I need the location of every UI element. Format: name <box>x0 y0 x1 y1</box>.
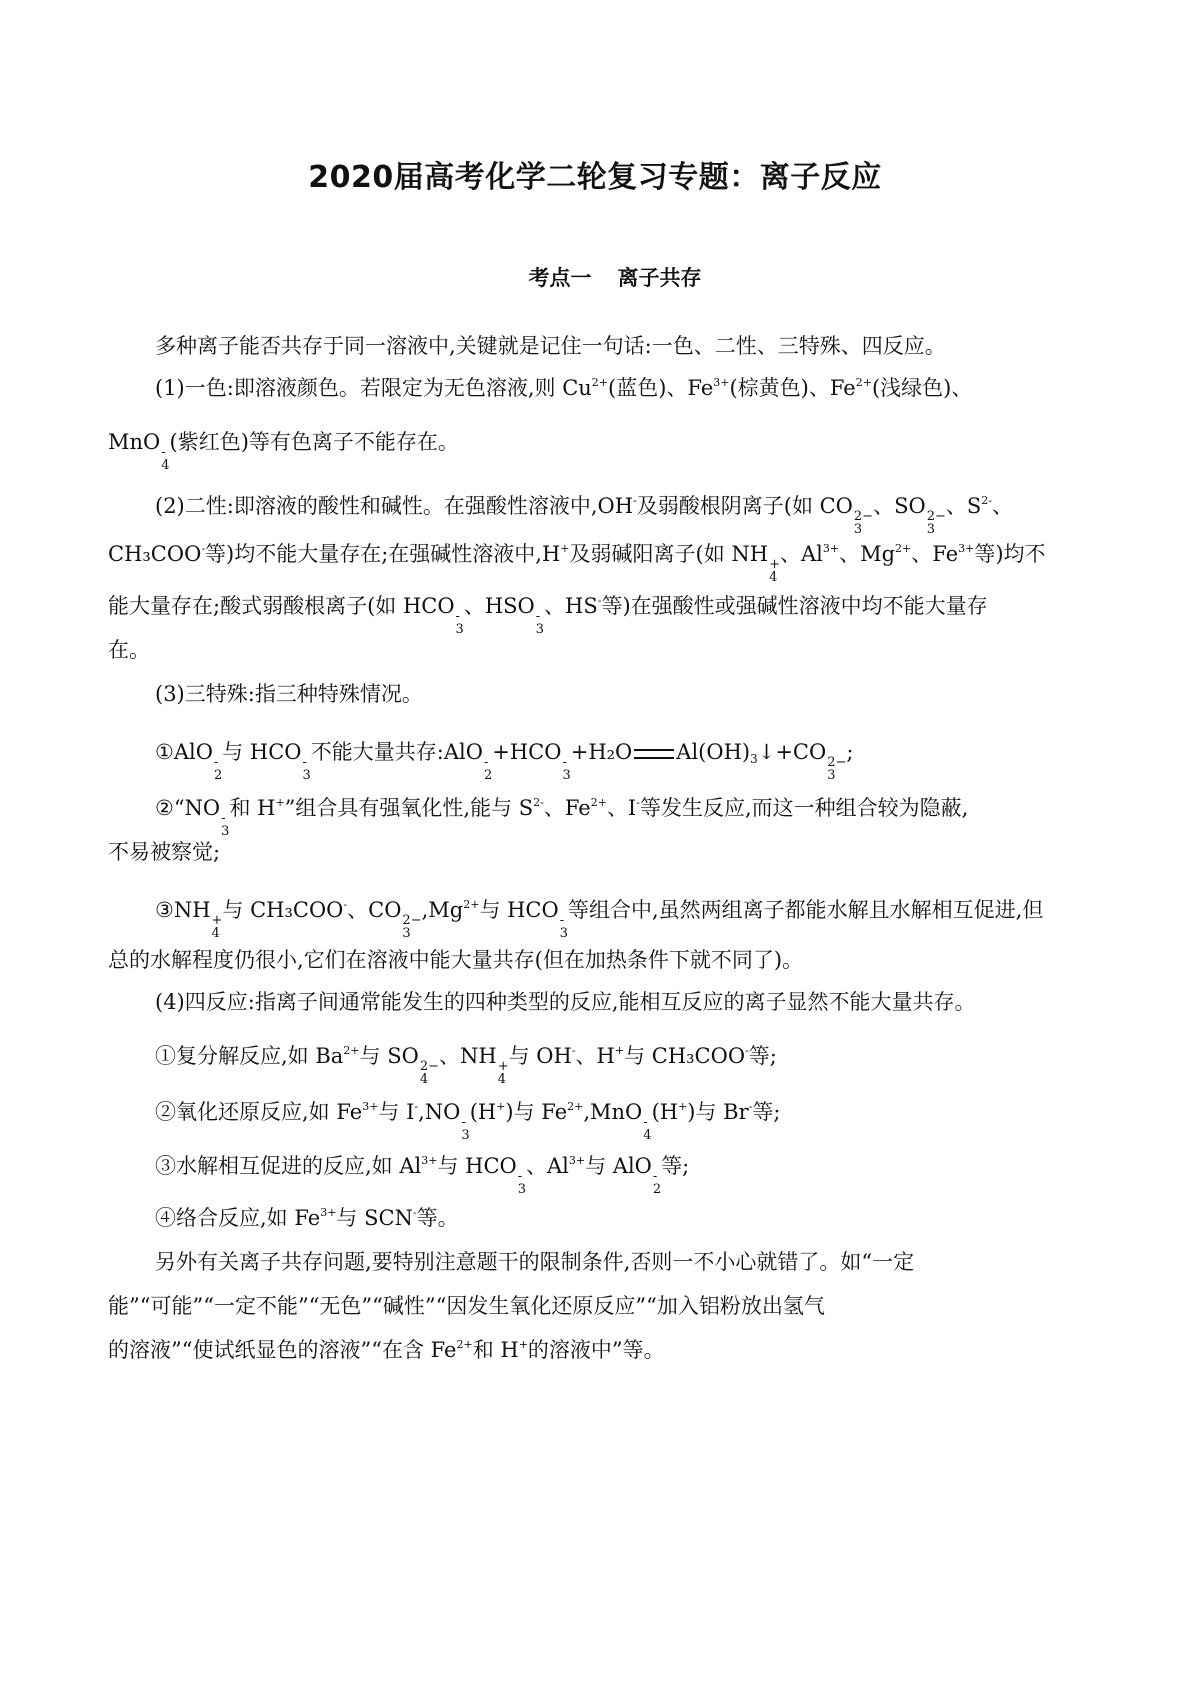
s-ion-charge: 2- <box>533 796 544 809</box>
so4-charge: 2− <box>419 1059 439 1074</box>
closing-paragraph-line-1: 另外有关离子共存问题,要特别注意题干的限制条件,否则一不小心就错了。如“一定 <box>155 1250 915 1274</box>
no3-charge-b: - <box>461 1115 466 1130</box>
paragraph-2-line-4: 在。 <box>108 638 150 662</box>
hso3-subscript: 3 <box>535 622 545 637</box>
p2-text-c: 、SO <box>873 494 926 518</box>
mno4-formula: MnO <box>108 430 161 454</box>
p2-text-m: 等)均不 <box>974 542 1046 566</box>
alo2-ion-c: 与 AlO <box>585 1154 652 1178</box>
closing-paragraph-line-2: 能”“可能”“一定不能”“无色”“碱性”“因发生氧化还原反应”“加入铝粉放出氢气 <box>108 1294 825 1318</box>
hco3-subscript-b: 3 <box>562 768 571 783</box>
hco3-ion-c: 与 HCO <box>479 898 559 922</box>
hco3-charge: - <box>455 609 460 624</box>
alo2-subscript-c: 2 <box>652 1182 662 1197</box>
oh-charge: - <box>633 494 637 507</box>
special-case-3-line-2: 总的水解程度仍很小,它们在溶液中能大量共存(但在加热条件下就不同了)。 <box>108 948 804 972</box>
i-ion-b: 与 I <box>378 1100 415 1124</box>
alo2-charge-a: - <box>213 755 219 770</box>
paragraph-2-line-2 <box>108 540 1046 584</box>
fe2-color: (浅绿色)、 <box>871 376 973 400</box>
br-ion-charge: - <box>748 1100 753 1113</box>
h-ion: 和 H <box>229 796 276 820</box>
so4-subscript: 4 <box>419 1072 429 1087</box>
special-case-2-tail: 等发生反应,而这一种组合较为隐蔽, <box>639 796 969 820</box>
fe-ion: 、Fe <box>543 796 591 820</box>
no3-ion: ②“NO <box>155 796 221 820</box>
fe2-ion-c-charge: 2+ <box>456 1338 473 1351</box>
h-ion-d: (H <box>651 1100 679 1124</box>
p2-text-j: 、Al <box>779 542 823 566</box>
no3-charge: - <box>221 811 226 826</box>
p2-text-o: 、HSO <box>463 594 535 618</box>
intro-paragraph: 多种离子能否共存于同一溶液中,关键就是记住一句话:一色、二性、三特殊、四反应。 <box>155 334 946 358</box>
p2-text-f: CH₃COO <box>108 542 202 566</box>
co3-charge-b: 2− <box>402 913 422 928</box>
mg-ion-charge: 2+ <box>463 898 480 911</box>
no3-ion-b-stack <box>460 1098 469 1142</box>
hco3-ion-d-stack <box>517 1152 526 1196</box>
hco3-subscript-d: 3 <box>517 1182 527 1197</box>
p1-text: (1)一色:即溶液颜色。若限定为无色溶液,则 <box>155 376 556 400</box>
paragraph-3-heading: (3)三特殊:指三种特殊情况。 <box>155 682 423 706</box>
paragraph-2-line-1 <box>155 492 1013 536</box>
fe3-ion: Fe <box>687 376 714 400</box>
mno4-ion-b: ,MnO <box>583 1100 643 1124</box>
mg-ion: ,Mg <box>421 898 464 922</box>
so3-ion <box>926 492 946 536</box>
fe3-color: (棕黄色)、 <box>729 376 830 400</box>
alo2-ion-a: ①AlO <box>155 740 213 764</box>
p1-tail: (紫红色)等有色离子不能存在。 <box>169 430 459 454</box>
fe3-ion-c-charge: 3+ <box>320 1206 337 1219</box>
nh4-subscript-b: 4 <box>211 926 220 941</box>
hco3-ion-d: 与 HCO <box>437 1154 517 1178</box>
h-ion-b-charge: + <box>614 1044 625 1057</box>
no3-ion-stack <box>220 794 229 838</box>
ch3coo-charge: - <box>201 542 206 555</box>
p2-text-e: 、 <box>991 494 1013 518</box>
co3-ion-b-stack <box>401 896 421 940</box>
reaction-4 <box>155 1204 459 1232</box>
water: +H₂O <box>570 740 633 764</box>
s-charge: 2- <box>981 494 992 507</box>
i-ion-b-charge: - <box>414 1100 419 1113</box>
p2-text-q: 等)在强酸性或强碱性溶液中均不能大量存 <box>601 594 988 618</box>
special-case-1 <box>155 738 853 782</box>
alo2-subscript-a: 2 <box>213 768 223 783</box>
hco3-charge-d: - <box>517 1169 523 1184</box>
mno4-ion <box>108 428 170 472</box>
aluminum-hydroxide-subscript: 3 <box>750 752 758 766</box>
hco3-charge-b: - <box>562 755 567 770</box>
paragraph-2-line-3 <box>108 592 988 636</box>
cu-color: (蓝色)、 <box>608 376 688 400</box>
nh4-ion-c: 、NH <box>438 1044 497 1068</box>
alo2-ion-c-stack <box>652 1152 661 1196</box>
fe2-ion: Fe <box>829 376 856 400</box>
so4-ion: 与 SO <box>359 1044 419 1068</box>
alo2-subscript-b: 2 <box>483 768 493 783</box>
h-ion-c: (H <box>469 1100 497 1124</box>
mno4-subscript: 4 <box>161 458 170 473</box>
fe-ion-charge: 2+ <box>590 796 607 809</box>
special-case-1-end: ; <box>846 740 854 764</box>
cu-ion: Cu <box>562 376 592 400</box>
nh4-ion <box>768 540 780 584</box>
cu-charge: 2+ <box>591 376 608 389</box>
co3-subscript: 3 <box>853 522 863 537</box>
paragraph-4-heading: (4)四反应:指离子间通常能发生的四种类型的反应,能相互反应的离子显然不能大量共存。 <box>155 990 976 1014</box>
br-ion: )与 Br <box>687 1100 749 1124</box>
h-ion-d-charge: + <box>678 1100 688 1113</box>
oh-ion: 与 OH <box>508 1044 572 1068</box>
alo2-charge-c: - <box>652 1169 658 1184</box>
nh4-subscript-c: 4 <box>497 1072 506 1087</box>
special-case-2-line-1 <box>155 794 968 838</box>
fe3-ion-b-charge: 3+ <box>362 1100 379 1113</box>
so4-ion-stack <box>419 1042 439 1086</box>
equation-equals-sign <box>634 749 674 759</box>
fe3-charge: 3+ <box>713 376 730 389</box>
co3-charge-product: 2− <box>827 755 847 770</box>
reaction-1-end: 等; <box>748 1044 777 1068</box>
nh4-ion-b-stack <box>211 896 223 940</box>
mno4-charge: - <box>161 445 166 460</box>
hso3-charge: - <box>535 609 541 624</box>
h-ion-charge: + <box>275 796 285 809</box>
closing-paragraph-line-3 <box>108 1336 665 1364</box>
co3-ion <box>853 492 873 536</box>
special-case-3-text: 等组合中,虽然两组离子都能水解且水解相互促进,但 <box>568 898 1044 922</box>
p2-text-l: 、Fe <box>911 542 959 566</box>
no3-subscript: 3 <box>221 824 230 839</box>
h-ion-b: 、H <box>575 1044 615 1068</box>
ch3coo-ion-b-charge: - <box>745 1044 749 1057</box>
hco3-ion-a-stack <box>302 738 311 782</box>
scn-ion: 与 SCN <box>336 1206 413 1230</box>
mno4-charge-b: - <box>643 1115 648 1130</box>
hco3-subscript-a: 3 <box>302 768 311 783</box>
reaction-2-end: 等; <box>752 1100 781 1124</box>
nh4-ion-c-stack <box>497 1042 509 1086</box>
hco3-ion <box>455 592 464 636</box>
co3-ion-product-stack <box>826 738 846 782</box>
reaction-2 <box>155 1098 780 1142</box>
hco3-charge-c: - <box>559 913 565 928</box>
p2-text-n: 能大量存在;酸式弱酸根离子(如 HCO <box>108 594 455 618</box>
hso3-ion <box>535 592 544 636</box>
al-ion-c-charge: 3+ <box>568 1154 586 1167</box>
nh4-subscript: 4 <box>769 570 778 585</box>
mno4-subscript-b: 4 <box>643 1128 652 1143</box>
section-heading <box>0 262 1190 292</box>
hco3-ion-a: 与 HCO <box>222 740 302 764</box>
document-title: 2020届高考化学二轮复习专题：离子反应 <box>308 160 882 195</box>
hs-charge: - <box>597 594 602 607</box>
so3-subscript: 3 <box>926 522 935 537</box>
fe3-ion-b: ②氧化还原反应,如 Fe <box>155 1100 363 1124</box>
so3-charge: 2− <box>926 509 946 524</box>
p2-text-i: 及弱碱阳离子(如 NH <box>569 542 769 566</box>
al-ion-b-charge: 3+ <box>421 1154 438 1167</box>
no3-subscript-b: 3 <box>461 1128 470 1143</box>
mg-charge: 2+ <box>895 542 912 555</box>
co3-charge: 2− <box>853 509 874 524</box>
nh4-charge-c: + <box>497 1059 509 1074</box>
no3-ion-b: ,NO <box>418 1100 461 1124</box>
scn-ion-charge: - <box>412 1206 417 1219</box>
hco3-subscript: 3 <box>455 622 464 637</box>
p2-text-a: (2)二性:即溶液的酸性和碱性。在强酸性溶液中,OH <box>155 494 634 518</box>
ch3coo-ion: 与 CH₃COO <box>222 898 344 922</box>
p2-text-p: 、HS <box>544 594 598 618</box>
closing-text-c: 的溶液”“使试纸显色的溶液”“在含 Fe <box>108 1338 457 1362</box>
reaction-3 <box>155 1152 689 1196</box>
reaction-1 <box>155 1042 777 1086</box>
paragraph-1-line-2 <box>108 428 459 472</box>
h-charge: + <box>560 542 570 555</box>
reaction-3-end: 等; <box>661 1154 690 1178</box>
fe2-charge: 2+ <box>855 376 872 389</box>
alo2-ion-b: 不能大量共存:AlO <box>310 740 483 764</box>
ch3coo-ion-charge: - <box>343 898 348 911</box>
alo2-ion-a-stack <box>213 738 222 782</box>
mno4-ion-b-stack <box>642 1098 651 1142</box>
co3-ion-product: ↓+CO <box>757 740 827 764</box>
paragraph-1-line-1 <box>155 374 972 402</box>
p2-text-g: 等)均不能大量存在;在强碱性溶液中,H <box>205 542 561 566</box>
co3-subscript-b: 3 <box>402 926 411 941</box>
fe2-ion-b-charge: 2+ <box>567 1100 584 1113</box>
p2-text-k: 、Mg <box>839 542 896 566</box>
h-ion-e-charge: + <box>518 1338 528 1351</box>
ch3coo-ion-b: 与 CH₃COO <box>624 1044 746 1068</box>
nh4-charge-b: + <box>211 913 223 928</box>
hco3-subscript-c: 3 <box>559 926 568 941</box>
ba-ion-charge: 2+ <box>343 1044 360 1057</box>
fe2-ion-b: )与 Fe <box>505 1100 568 1124</box>
closing-text-d: 和 H <box>472 1338 519 1362</box>
i-ion-charge: - <box>636 796 640 809</box>
reaction-4-end: 等。 <box>416 1206 459 1230</box>
section-label: 考点一 <box>528 266 592 290</box>
aluminum-hydroxide: Al(OH) <box>676 740 751 764</box>
alo2-ion-b-stack <box>483 738 492 782</box>
co3-ion-b: 、CO <box>347 898 402 922</box>
hco3-ion-c-stack <box>559 896 568 940</box>
ba-ion: ①复分解反应,如 Ba <box>155 1044 344 1068</box>
al-charge: 3+ <box>822 542 840 555</box>
co3-subscript-product: 3 <box>827 768 836 783</box>
p2-text-d: 、S <box>945 494 982 518</box>
alo2-charge-b: - <box>483 755 489 770</box>
al-ion-c: 、Al <box>526 1154 569 1178</box>
fe-charge: 3+ <box>958 542 975 555</box>
h-ion-c-charge: + <box>496 1100 506 1113</box>
special-case-2-text: ”组合具有强氧化性,能与 S <box>284 796 534 820</box>
hco3-ion-b-stack <box>561 738 570 782</box>
nh4-charge: + <box>769 557 780 572</box>
p2-text-b: 及弱酸根阴离子(如 CO <box>636 494 853 518</box>
section-name: 离子共存 <box>617 266 702 290</box>
fe3-ion-c: ④络合反应,如 Fe <box>155 1206 321 1230</box>
closing-text-e: 的溶液中”等。 <box>527 1338 665 1362</box>
nh4-ion-b: ③NH <box>155 898 211 922</box>
al-ion-b: ③水解相互促进的反应,如 Al <box>155 1154 422 1178</box>
special-case-3-line-1 <box>155 896 1043 940</box>
special-case-2-line-2: 不易被察觉; <box>108 840 221 864</box>
i-ion: 、I <box>606 796 637 820</box>
hco3-ion-b: +HCO <box>492 740 562 764</box>
oh-ion-charge: - <box>571 1044 576 1057</box>
hco3-charge-a: - <box>302 755 307 770</box>
